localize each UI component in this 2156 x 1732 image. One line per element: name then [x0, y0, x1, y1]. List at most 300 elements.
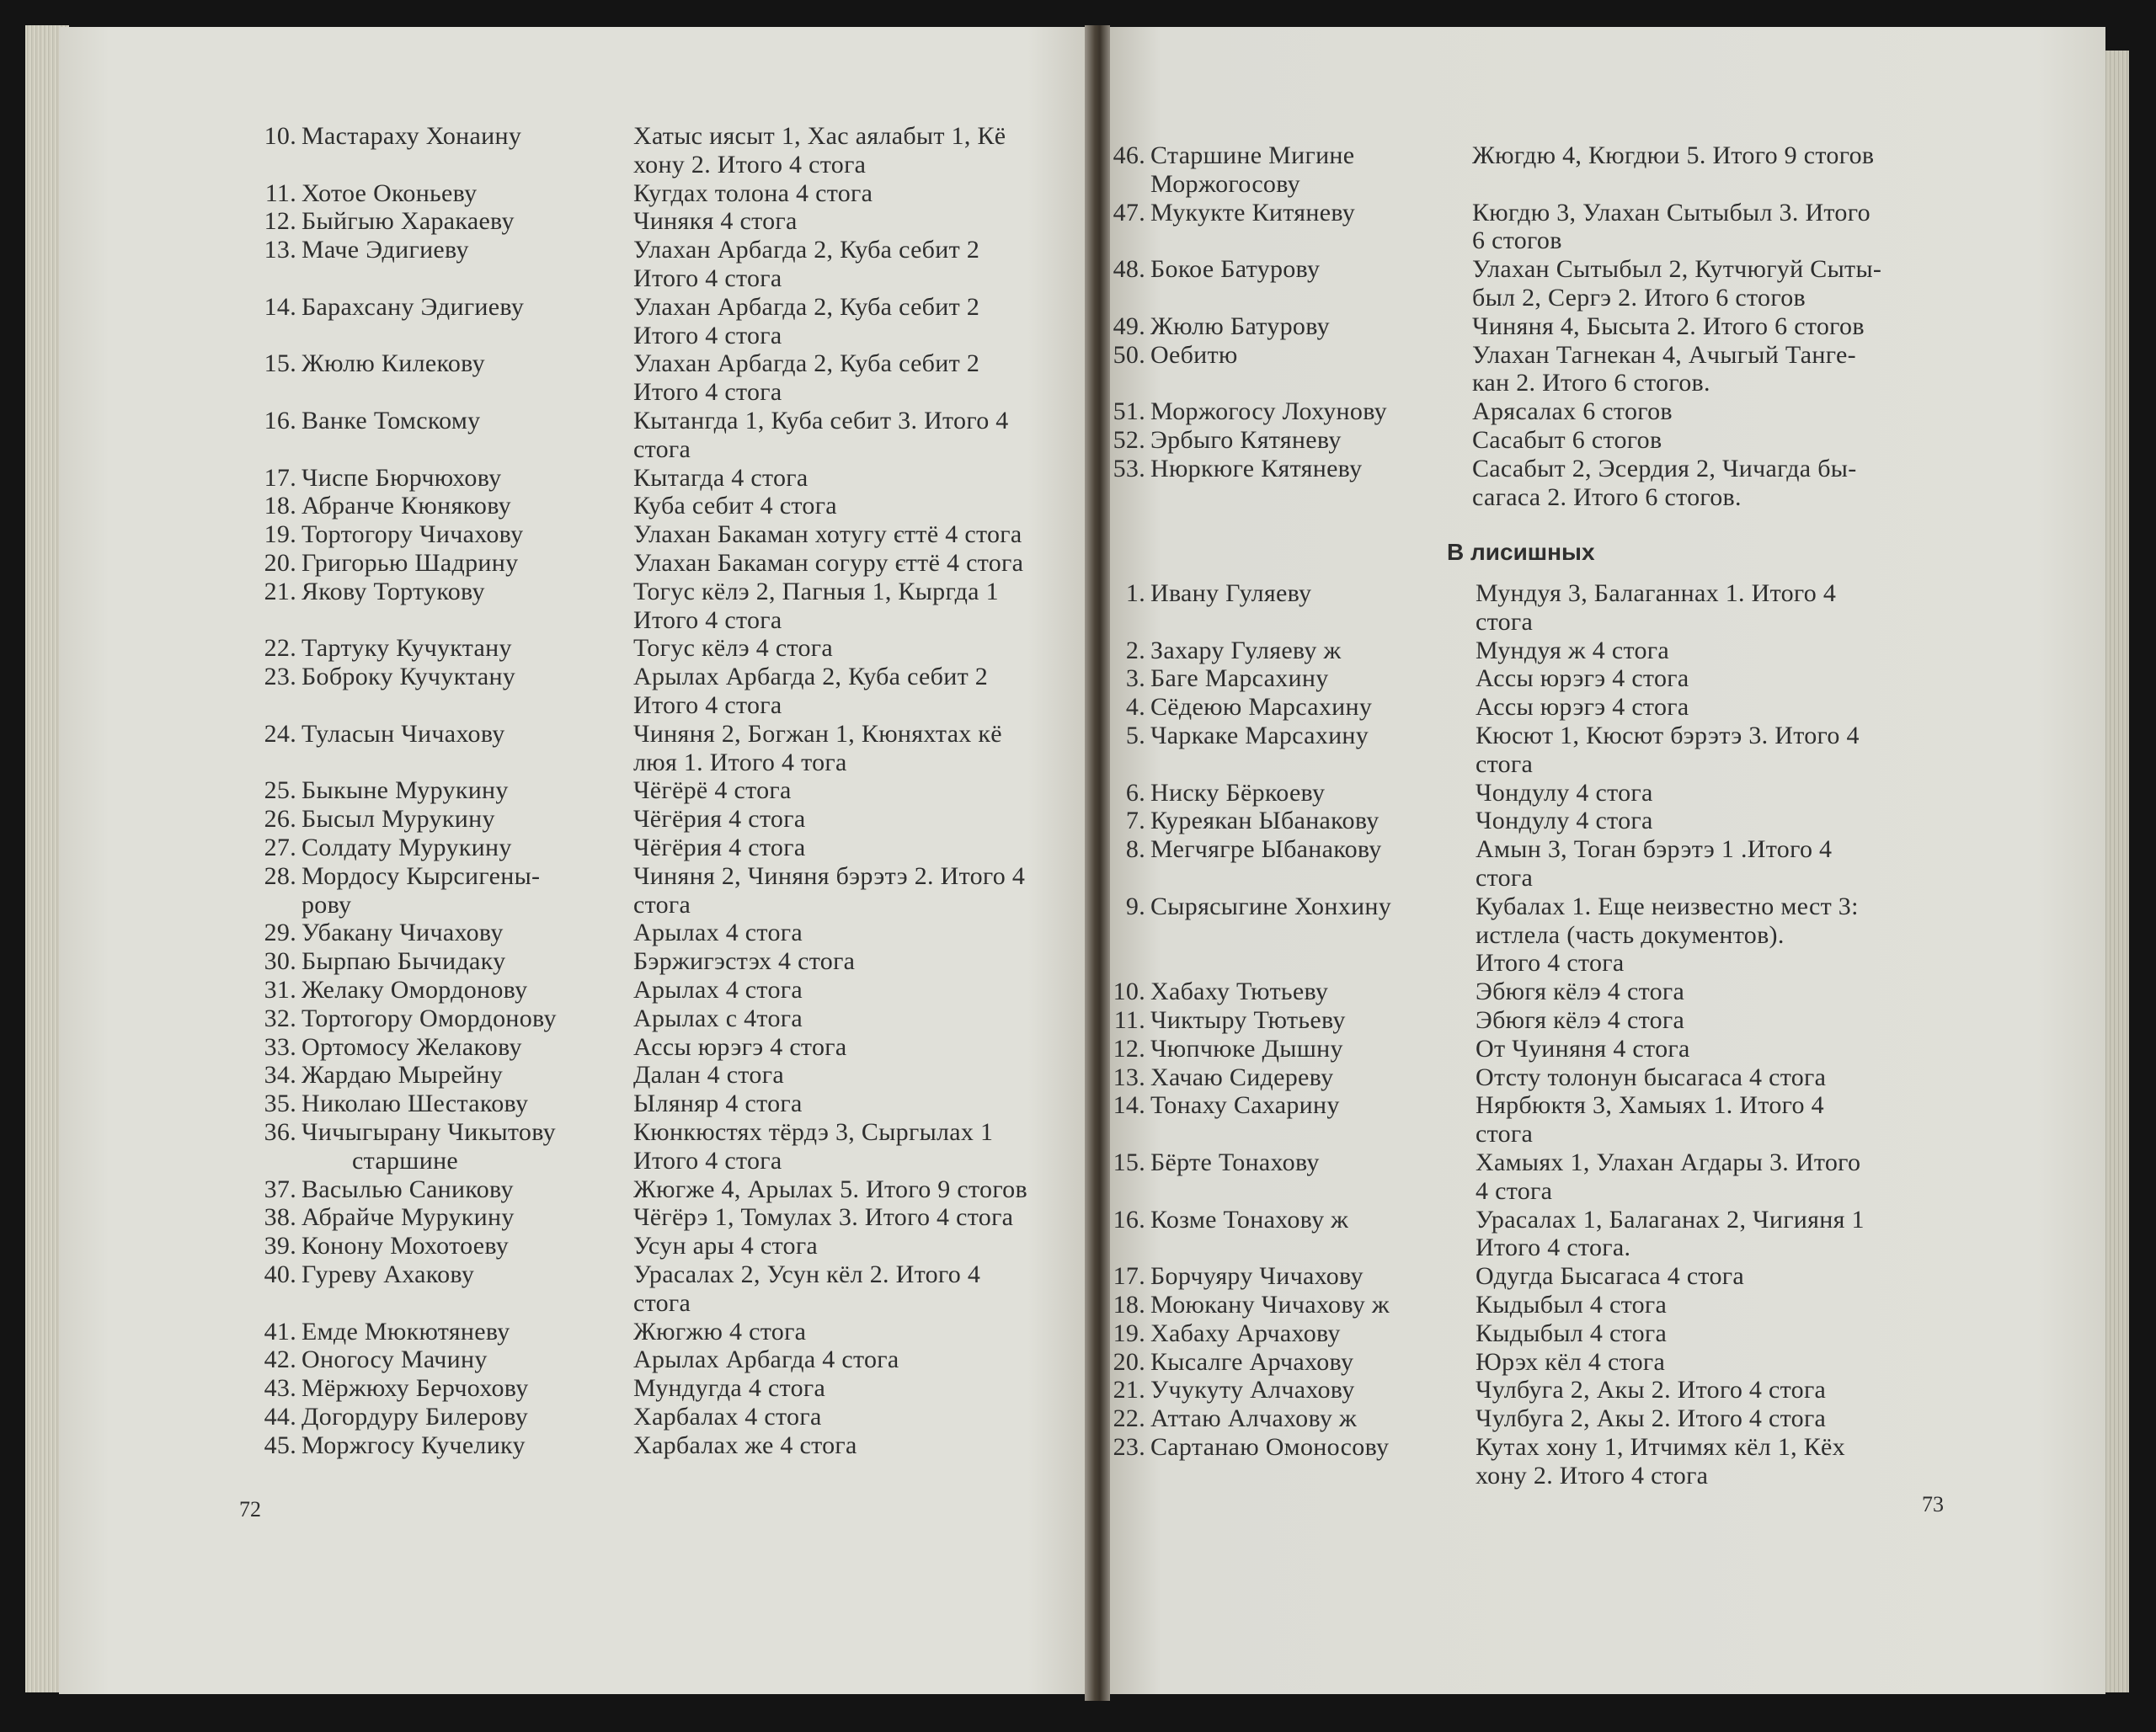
hay-location: Чиняня 4, Бысыта 2. Итого 6 стогов [1472, 312, 1865, 340]
hay-location-continued: Итого 4 стога [633, 691, 782, 719]
entry-name [253, 1260, 474, 1289]
hay-location: Харбалах 4 стога [633, 1403, 822, 1431]
hay-location: Кюнкюстях тёрдэ 3, Сыргылах 1 [633, 1118, 994, 1146]
entry-number: 4. [1125, 693, 1145, 722]
entry-name [253, 976, 527, 1005]
hay-location: Кыдыбыл 4 стога [1476, 1291, 1668, 1319]
hay-location: Урасалах 1, Балаганах 2, Чигияня 1 [1476, 1205, 1865, 1234]
entry-name [1110, 199, 1355, 227]
entry-number: 25. [264, 776, 296, 805]
entry-number: 13. [264, 236, 296, 264]
person-name: Абрайче Мурукину [302, 1203, 515, 1232]
hay-location: Далан 4 стога [633, 1061, 784, 1090]
entry-name [1110, 255, 1320, 284]
entry-name [253, 1232, 509, 1260]
hay-location-continued: Итого 4 стога [633, 1146, 782, 1175]
entry-name [1110, 579, 1311, 608]
person-name: Сёдеюю Марсахину [1150, 693, 1373, 722]
entry-name [253, 179, 477, 208]
entry-number: 52. [1113, 426, 1145, 454]
person-name: Нюркюге Кятяневу [1150, 454, 1363, 482]
entry-number: 40. [264, 1260, 296, 1288]
person-name: Захару Гуляеву ж [1150, 636, 1342, 664]
hay-location: Сасабыт 2, Эсердия 2, Чичагда бы- [1472, 454, 1857, 482]
entry-name [253, 805, 495, 834]
hay-location: Ассы юрэгэ 4 стога [1476, 664, 1689, 693]
entry-number: 20. [264, 549, 296, 577]
person-name: Ванке Томскому [302, 407, 481, 434]
hay-location: Улахан Арбагда 2, Куба себит 2 [633, 292, 980, 321]
person-name: Туласын Чичахову [302, 719, 505, 748]
person-name: Куреякан Ыбанакову [1150, 807, 1380, 835]
entry-name [253, 1061, 503, 1090]
entry-number: 15. [1113, 1148, 1145, 1176]
entry-name [1110, 312, 1330, 341]
person-name: Жардаю Мырейну [302, 1061, 503, 1090]
hay-location: Арылах 4 стога [633, 919, 803, 947]
entry-name [1110, 1262, 1364, 1291]
person-name: Эрбыго Кятяневу [1150, 426, 1342, 454]
person-name: Сырясыгине Хонхину [1150, 892, 1392, 920]
person-name: Абранче Кюнякову [302, 492, 511, 520]
hay-location: Амын 3, Тоган бэрэтэ 1 .Итого 4 [1476, 835, 1833, 864]
page-number-left: 72 [239, 1497, 261, 1521]
entry-number: 24. [264, 719, 296, 748]
hay-location: Арылах 4 стога [633, 976, 803, 1004]
entry-number: 8. [1125, 835, 1145, 864]
hay-location: Кыдыбыл 4 стога [1476, 1319, 1668, 1347]
person-name: Тортогору Омордонову [302, 1004, 557, 1032]
entry-name [1110, 455, 1362, 483]
entry-name [253, 578, 485, 606]
entry-name [1110, 893, 1391, 921]
person-name: Хотое Оконьеву [302, 179, 478, 207]
person-name: Хачаю Сидереву [1150, 1063, 1334, 1091]
hay-location: Чондулу 4 стога [1476, 778, 1653, 807]
entry-name [253, 520, 523, 549]
entry-name [253, 236, 469, 264]
hay-location: Чулбуга 2, Акы 2. Итого 4 стога [1476, 1404, 1827, 1433]
hay-location: Эбюгя кёлэ 4 стога [1476, 978, 1685, 1006]
person-name: Мукукте Китяневу [1150, 198, 1356, 226]
entry-number: 20. [1113, 1347, 1145, 1376]
entry-number: 18. [1113, 1291, 1145, 1319]
entry-number: 22. [264, 634, 296, 663]
entry-name [253, 349, 485, 378]
entry-number: 27. [264, 834, 296, 861]
entry-name [1110, 835, 1382, 864]
hay-location-continued: Итого 4 стога [633, 264, 782, 292]
entry-name [253, 776, 509, 805]
entry-name [253, 720, 505, 749]
page-number-right: 73 [1922, 1492, 1944, 1516]
hay-location: Бэржигэстэх 4 стога [633, 947, 856, 976]
entry-name [1110, 779, 1325, 807]
hay-location: Одугда Бысагаса 4 стога [1476, 1262, 1744, 1291]
entry-number: 17. [1113, 1262, 1145, 1291]
person-name: Солдату Мурукину [302, 834, 512, 861]
entry-name [253, 1175, 514, 1204]
hay-location: Хатыс иясыт 1, Хас аялабыт 1, Кё [633, 122, 1006, 150]
hay-location: Кюсют 1, Кюсют бэрэтэ 3. Итого 4 [1476, 722, 1860, 749]
person-name: Старшине Мигине [1150, 141, 1355, 169]
hay-location: Жюгже 4, Арылах 5. Итого 9 стогов [633, 1175, 1027, 1203]
left-page [59, 27, 1097, 1694]
entry-name [253, 549, 518, 578]
entry-name [1110, 1006, 1346, 1035]
hay-location-continued: Итого 4 стога [1476, 949, 1625, 978]
hay-location-continued: сагаса 2. Итого 6 стогов. [1472, 482, 1742, 511]
person-name: Григорью Шадрину [302, 549, 519, 577]
entry-name [1110, 1035, 1343, 1063]
hay-location: Кытагда 4 стога [633, 463, 808, 492]
entry-name [253, 919, 504, 947]
hay-location: Кытангда 1, Куба себит 3. Итого 4 [633, 407, 1009, 434]
hay-location-continued: Итого 4 стога. [1476, 1234, 1631, 1262]
hay-location-continued: был 2, Сергэ 2. Итого 6 стогов [1472, 284, 1806, 312]
entry-number: 16. [1113, 1205, 1145, 1234]
entry-number: 39. [264, 1232, 296, 1260]
entry-name [1110, 1063, 1333, 1092]
entry-number: 19. [1113, 1319, 1145, 1347]
entry-number: 37. [264, 1175, 296, 1203]
hay-location-continued: стога [633, 1288, 691, 1317]
person-name: Жюлю Батурову [1150, 312, 1330, 340]
person-name: Ивану Гуляеву [1150, 579, 1312, 607]
person-name: Гуреву Ахакову [302, 1260, 475, 1288]
person-name: Ниску Бёркоеву [1150, 778, 1326, 807]
hay-location: Кюгдю 3, Улахан Сытыбыл 3. Итого [1472, 198, 1870, 226]
hay-location: Улахан Тагнекан 4, Ачыгый Танге- [1472, 340, 1856, 369]
hay-location: Сасабыт 6 стогов [1472, 426, 1662, 454]
entry-number: 48. [1113, 255, 1145, 284]
person-name: Боброку Кучуктану [302, 663, 516, 691]
entry-number: 36. [264, 1118, 296, 1146]
person-name: Убакану Чичахову [302, 919, 504, 947]
entry-number: 33. [264, 1032, 296, 1061]
hay-location: Чёгёрия 4 стога [633, 834, 806, 861]
entry-number: 23. [264, 663, 296, 691]
hay-location: Чиняня 2, Чиняня бэрэтэ 2. Итого 4 [633, 861, 1026, 890]
person-name: Якову Тортукову [302, 577, 485, 605]
entry-name [253, 1374, 529, 1403]
entry-name [1110, 807, 1380, 835]
hay-location: Хамыях 1, Улахан Агдары 3. Итого [1476, 1148, 1861, 1176]
person-name: Кысалге Арчахову [1150, 1347, 1354, 1376]
person-name: Учукуту Алчахову [1150, 1376, 1355, 1404]
entry-name [253, 663, 515, 691]
entry-name [1110, 1291, 1390, 1319]
hay-location: Чинякя 4 стога [633, 207, 798, 236]
hay-location: Арясалах 6 стогов [1472, 397, 1673, 426]
entry-name [1110, 397, 1387, 426]
person-name: Аттаю Алчахову ж [1150, 1404, 1358, 1433]
hay-location: Мундуя ж 4 стога [1476, 636, 1669, 664]
entry-number: 26. [264, 805, 296, 834]
person-name: Быйгыю Харакаеву [302, 207, 515, 236]
person-name: Бысыл Мурукину [302, 805, 495, 834]
hay-location: Кутах хону 1, Итчимях кёл 1, Кёх [1476, 1433, 1845, 1461]
entry-number: 11. [1113, 1006, 1145, 1034]
entry-number: 21. [1113, 1376, 1145, 1404]
person-name: Желаку Омордонову [302, 976, 528, 1004]
entry-name [253, 122, 521, 151]
hay-location: Арылах Арбагда 4 стога [633, 1346, 899, 1374]
hay-location: Улахан Бакаман хотугу єттё 4 стога [633, 520, 1022, 549]
entry-number: 16. [264, 407, 296, 434]
person-name: Чичыгырану Чикытову [302, 1118, 556, 1146]
hay-location: Мундуя 3, Балаганнах 1. Итого 4 [1476, 579, 1837, 607]
hay-location: Чондулу 4 стога [1476, 807, 1653, 835]
entry-name [1110, 1433, 1389, 1462]
hay-location-continued: Итого 4 стога [633, 321, 782, 349]
entry-name [253, 1005, 557, 1033]
entry-number: 29. [264, 919, 296, 947]
hay-location: Чиняня 2, Богжан 1, Кюняхтах кё [633, 719, 1002, 748]
person-name: Моюкану Чичахову ж [1150, 1291, 1390, 1319]
hay-location: Эбюгя кёлэ 4 стога [1476, 1006, 1685, 1034]
person-name: Хабаху Арчахову [1150, 1319, 1341, 1347]
entry-number: 12. [264, 207, 296, 236]
hay-location: Улахан Сытыбыл 2, Кутчюгуй Сыты- [1472, 255, 1882, 284]
hay-location-continued: стога [633, 434, 691, 463]
entry-number: 15. [264, 349, 296, 378]
entry-number: 41. [264, 1317, 296, 1346]
hay-location: Кугдах толона 4 стога [633, 179, 873, 207]
section-heading: В лисишных [1447, 539, 1595, 565]
hay-location: Урасалах 2, Усун кёл 2. Итого 4 [633, 1260, 981, 1288]
entry-name [1110, 722, 1369, 750]
person-name: Мастараху Хонаину [302, 122, 522, 150]
entry-number: 9. [1125, 892, 1145, 920]
entry-name [253, 1033, 522, 1062]
person-name: Васылью Саникову [302, 1175, 514, 1203]
hay-location-continued: стога [1476, 1120, 1534, 1148]
person-name: Сартанаю Омоносову [1150, 1433, 1390, 1461]
person-name: Быкыне Мурукину [302, 776, 509, 805]
entry-number: 13. [1113, 1063, 1145, 1091]
person-name-continued: рову [302, 890, 352, 919]
entry-number: 7. [1125, 807, 1145, 835]
entry-name [253, 293, 524, 322]
hay-location: Тогус кёлэ 4 стога [633, 634, 833, 663]
entry-name [1110, 426, 1342, 455]
person-name: Ортомосу Желакову [302, 1032, 522, 1061]
hay-location: Жюгдю 4, Кюгдюи 5. Итого 9 стогов [1472, 141, 1875, 169]
person-name: Емде Мюкютяневу [302, 1317, 510, 1346]
entry-number: 32. [264, 1004, 296, 1032]
hay-location-continued: стога [1476, 864, 1534, 892]
person-name: Маче Эдигиеву [302, 236, 469, 264]
hay-location: Усун ары 4 стога [633, 1232, 819, 1260]
hay-location: Арылах с 4тога [633, 1004, 803, 1032]
person-name: Мегчягре Ыбанакову [1150, 835, 1382, 864]
hay-location-continued: стога [633, 890, 691, 919]
person-name: Тартуку Кучуктану [302, 634, 512, 663]
entry-name [1110, 1206, 1348, 1234]
hay-location: Ыляняр 4 стога [633, 1090, 803, 1118]
entry-number: 49. [1113, 312, 1145, 340]
hay-location-continued: 6 стогов [1472, 226, 1562, 255]
hay-location-continued: истлела (часть документов). [1476, 920, 1785, 949]
entry-number: 1. [1125, 579, 1145, 607]
hay-location-continued: кан 2. Итого 6 стогов. [1472, 369, 1710, 397]
entry-number: 42. [264, 1346, 296, 1374]
person-name-continued: старшине [352, 1146, 459, 1175]
entry-number: 10. [1113, 978, 1145, 1006]
entry-name [1110, 1376, 1355, 1404]
hay-location: Улахан Арбагда 2, Куба себит 2 [633, 236, 980, 264]
entry-name [253, 1346, 488, 1374]
entry-name [1110, 141, 1354, 170]
person-name: Николаю Шестакову [302, 1090, 529, 1118]
hay-location-continued: Итого 4 стога [633, 378, 782, 407]
hay-location: Чулбуга 2, Акы 2. Итого 4 стога [1476, 1376, 1827, 1404]
entry-number: 21. [264, 577, 296, 605]
person-name: Чиспе Бюрчюхову [302, 463, 502, 492]
entry-name [253, 207, 515, 236]
entry-name [1110, 1348, 1353, 1377]
person-name: Бокое Батурову [1150, 255, 1321, 284]
person-name: Оногосу Мачину [302, 1346, 488, 1374]
entry-name [253, 1203, 515, 1232]
entry-number: 50. [1113, 340, 1145, 369]
hay-location: Отсту толонун бысагаса 4 стога [1476, 1063, 1827, 1091]
hay-location: Ассы юрэгэ 4 стога [1476, 693, 1689, 722]
entry-name [253, 492, 511, 520]
hay-location: Мундугда 4 стога [633, 1374, 826, 1403]
hay-location: Арылах Арбагда 2, Куба себит 2 [633, 663, 989, 691]
person-name: Баге Марсахину [1150, 664, 1329, 693]
person-name: Борчуяру Чичахову [1150, 1262, 1364, 1291]
entry-number: 11. [264, 179, 296, 207]
person-name: Моржогосу Лохунову [1150, 397, 1387, 426]
hay-location: Нярбюктя 3, Хамыях 1. Итого 4 [1476, 1091, 1824, 1120]
person-name: Моржгосу Кучелику [302, 1431, 526, 1459]
entry-name [253, 1318, 510, 1346]
hay-location: Тогус кёлэ 2, Пагныя 1, Кыргда 1 [633, 577, 999, 605]
person-name: Тонаху Сахарину [1150, 1091, 1340, 1120]
hay-location: Харбалах же 4 стога [633, 1431, 857, 1459]
entry-name [1110, 637, 1342, 665]
entry-name [1110, 1319, 1341, 1348]
entry-number: 12. [1113, 1034, 1145, 1063]
hay-location-continued: Итого 4 стога [633, 605, 782, 634]
person-name: Бёрте Тонахову [1150, 1148, 1320, 1176]
entry-number: 31. [264, 976, 296, 1004]
person-name: Козме Тонахову ж [1150, 1205, 1349, 1234]
entry-number: 6. [1125, 778, 1145, 807]
person-name: Бырпаю Бычидаку [302, 947, 506, 976]
hay-location: Улахан Бакаман согуру єттё 4 стога [633, 549, 1024, 577]
entry-number: 38. [264, 1203, 296, 1232]
hay-location-continued: хону 2. Итого 4 стога [633, 150, 867, 179]
entry-number: 44. [264, 1403, 296, 1431]
entry-number: 23. [1113, 1433, 1145, 1461]
entry-number: 34. [264, 1061, 296, 1090]
person-name: Оебитю [1150, 340, 1238, 369]
entry-name [253, 1431, 526, 1460]
entry-name [253, 634, 512, 663]
entry-number: 30. [264, 947, 296, 976]
entry-number: 5. [1125, 722, 1145, 749]
entry-name [1110, 664, 1329, 693]
person-name: Чиктыру Тютьеву [1150, 1006, 1346, 1034]
entry-number: 10. [264, 122, 296, 150]
entry-number: 14. [1113, 1091, 1145, 1120]
hay-location: Чёгёрия 4 стога [633, 805, 806, 834]
hay-location: Жюгжю 4 стога [633, 1317, 807, 1346]
person-name-continued: Моржогосову [1150, 169, 1300, 198]
entry-number: 53. [1113, 454, 1145, 482]
hay-location: Кубалах 1. Еще неизвестно мест 3: [1476, 892, 1859, 920]
entry-name [253, 1090, 528, 1118]
entry-name [1110, 693, 1372, 722]
entry-name [253, 947, 505, 976]
entry-number: 18. [264, 492, 296, 520]
entry-name [253, 464, 501, 493]
hay-location: Чёгёрэ 1, Томулах 3. Итого 4 стога [633, 1203, 1014, 1232]
hay-location: Юрэх кёл 4 стога [1476, 1347, 1666, 1376]
entry-name [1110, 1404, 1357, 1433]
person-name: Конону Мохотоеву [302, 1232, 510, 1260]
entry-number: 47. [1113, 198, 1145, 226]
entry-number: 35. [264, 1090, 296, 1118]
entry-name [253, 834, 512, 862]
hay-location: Чёгёрё 4 стога [633, 776, 792, 805]
book-gutter [1085, 25, 1110, 1701]
person-name: Догордуру Билерову [302, 1403, 529, 1431]
entry-name [253, 407, 481, 435]
entry-name [253, 1118, 556, 1147]
entry-number: 43. [264, 1374, 296, 1403]
entry-number: 19. [264, 520, 296, 549]
entry-name [1110, 341, 1238, 370]
entry-number: 3. [1125, 664, 1145, 693]
entry-number: 28. [264, 861, 296, 890]
entry-name [1110, 1148, 1320, 1177]
hay-location: Ассы юрэгэ 4 стога [633, 1032, 847, 1061]
person-name: Хабаху Тютьеву [1150, 978, 1329, 1006]
entry-name [1110, 978, 1328, 1006]
entry-number: 17. [264, 463, 296, 492]
entry-number: 46. [1113, 141, 1145, 169]
entry-name [253, 862, 540, 891]
person-name: Тортогору Чичахову [302, 520, 524, 549]
person-name: Жюлю Килекову [302, 349, 485, 378]
person-name: Чюпчюке Дышну [1150, 1034, 1343, 1063]
hay-location-continued: хону 2. Итого 4 стога [1476, 1461, 1709, 1490]
person-name: Чаркаке Марсахину [1150, 722, 1369, 749]
hay-location: От Чуиняня 4 стога [1476, 1034, 1690, 1063]
entry-number: 22. [1113, 1404, 1145, 1433]
hay-location-continued: стога [1476, 607, 1534, 636]
hay-location-continued: люя 1. Итого 4 тога [633, 748, 847, 776]
entry-name [253, 1403, 528, 1431]
person-name: Мёржюху Берчохову [302, 1374, 529, 1403]
entry-number: 51. [1113, 397, 1145, 426]
entry-number: 14. [264, 292, 296, 321]
hay-location-continued: 4 стога [1476, 1176, 1553, 1205]
entry-number: 2. [1125, 636, 1145, 664]
entry-name [1110, 1091, 1340, 1120]
hay-location-continued: стога [1476, 749, 1534, 778]
hay-location: Улахан Арбагда 2, Куба себит 2 [633, 349, 980, 378]
person-name: Барахсану Эдигиеву [302, 292, 525, 321]
person-name: Мордосу Кырсигены- [302, 861, 541, 890]
hay-location: Куба себит 4 стога [633, 492, 837, 520]
entry-number: 45. [264, 1431, 296, 1459]
